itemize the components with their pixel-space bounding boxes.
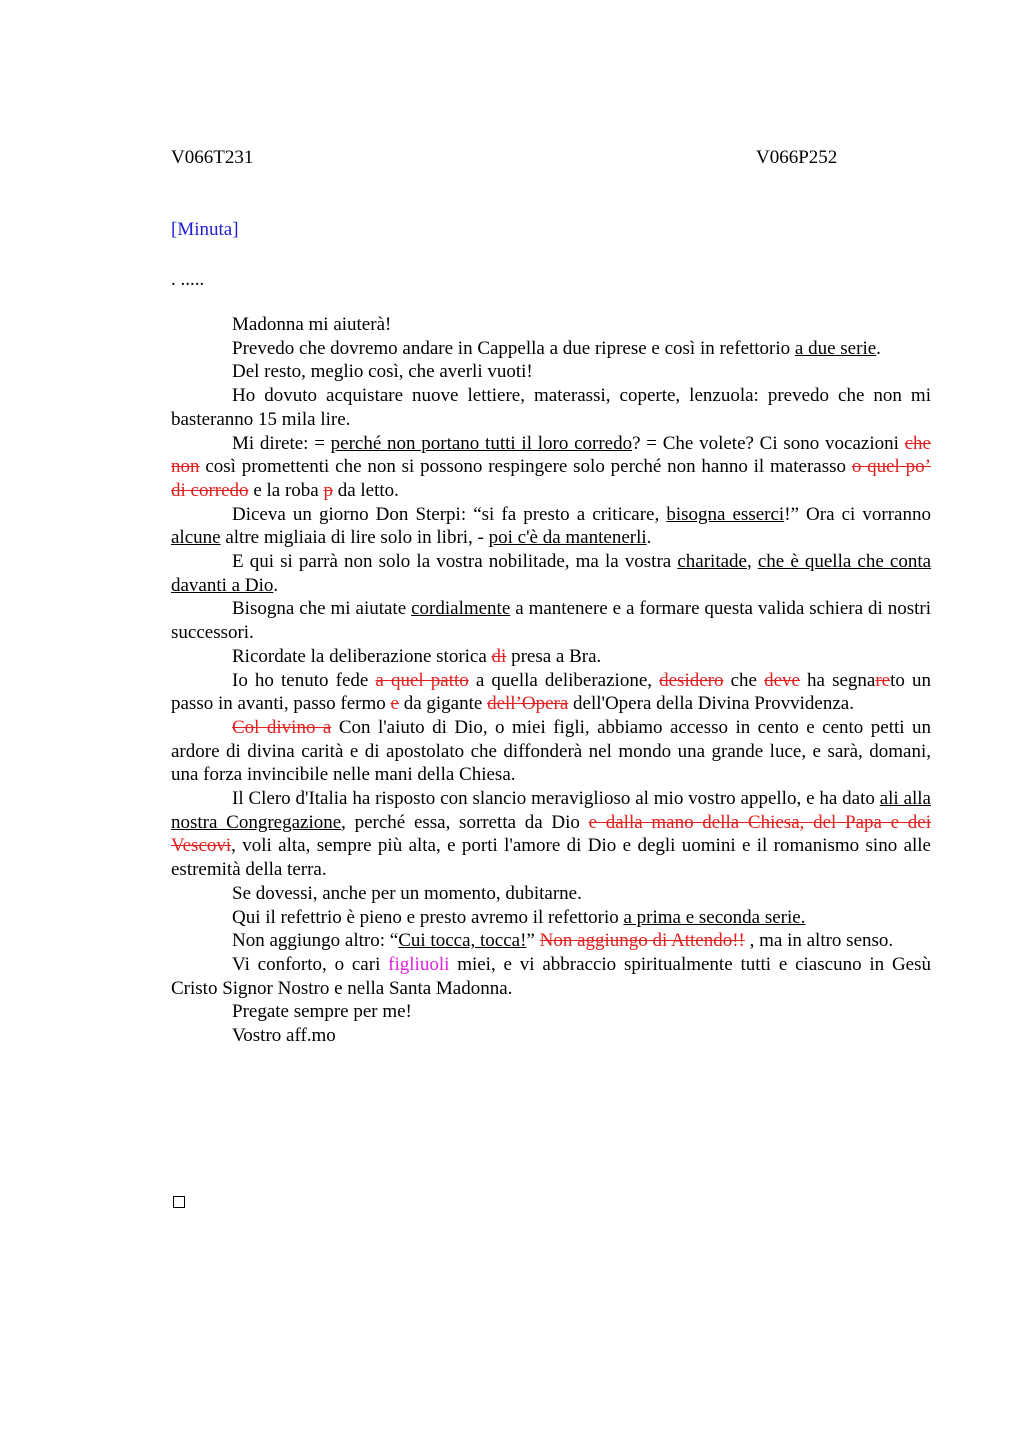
paragraph-13: Se dovessi, anche per un momento, dubitarne. xyxy=(232,882,582,904)
underlined-text: a prima e seconda serie. xyxy=(623,906,806,928)
document-code-right: V066P252 xyxy=(756,147,838,168)
underlined-text: a due serie xyxy=(794,337,877,359)
deleted-text: e xyxy=(390,693,399,715)
underlined-text: charitade xyxy=(677,551,747,573)
underlined-text: Cui tocca, tocca! xyxy=(398,930,527,952)
deleted-text: desidero xyxy=(659,669,724,691)
deleted-text: a quel patto xyxy=(375,669,469,691)
deleted-text: di xyxy=(491,645,507,667)
paragraph-8: Bisogna che mi aiutate cordialmente a mantenere e a formare questa valida schiera di nostri successori. xyxy=(171,598,931,644)
underlined-text: cordialmente xyxy=(411,598,511,620)
highlighted-text: figliuoli xyxy=(388,953,450,975)
underlined-text: poi c'è da mantenerli xyxy=(488,527,647,549)
paragraph-9: Ricordate la deliberazione storica di presa a Bra. xyxy=(232,645,602,667)
deleted-text: e dalla mano della Chiesa, del Papa e dei Vescovi xyxy=(171,811,931,857)
underlined-text: che è quella che conta davanti a Dio xyxy=(171,551,932,596)
letter-body xyxy=(171,313,931,1048)
minuta-label: [Minuta] xyxy=(171,219,239,240)
underlined-text: perché non portano tutti il loro corredo xyxy=(330,432,633,454)
deleted-text: re xyxy=(875,669,891,691)
deleted-text: che non xyxy=(171,432,931,478)
paragraph-11: Col divino a Con l'aiuto di Dio, o miei figli, abbiamo accesso in cento e cento petti un ardore di divina carità e di apostolato che diffonderà nel mondo una grande luce, e sarà, domani, una forza invincibile nelle mani della Chiesa. xyxy=(171,716,931,786)
paragraph-15: Non aggiungo altro: “Cui tocca, tocca!” Non aggiungo di Attendo!! , ma in altro senso. xyxy=(232,930,894,952)
omission-marker: . ..... xyxy=(171,269,205,290)
deleted-text: Col divino a xyxy=(232,716,332,738)
deleted-text: Non aggiungo di Attendo!! xyxy=(539,930,745,952)
paragraph-7: E qui si parrà non solo la vostra nobilitade, ma la vostra charitade, che è quella che conta davanti a Dio. xyxy=(171,551,932,596)
paragraph-2: Prevedo che dovremo andare in Cappella a due riprese e così in refettorio a due serie. xyxy=(232,337,881,359)
paragraph-5: Mi direte: = perché non portano tutti il loro corredo? = Che volete? Ci sono vocazioni che non così promettenti che non si possono respingere solo perché non hanno il materasso o quel po’ di corredo e la roba p da letto. xyxy=(171,432,931,501)
paragraph-3: Del resto, meglio così, che averli vuoti! xyxy=(232,361,533,383)
paragraph-10: Io ho tenuto fede a quel patto a quella deliberazione, desidero che deve ha segnareto un passo in avanti, passo fermo e da gigante dell’Opera dell'Opera della Divina Provvidenza. xyxy=(171,669,932,715)
paragraph-4: Ho dovuto acquistare nuove lettiere, materassi, coperte, lenzuola: prevedo che non mi basteranno 15 mila lire. xyxy=(171,385,931,430)
underlined-text: alcune xyxy=(171,527,221,549)
deleted-text: deve xyxy=(764,669,800,691)
paragraph-1: Madonna mi aiuterà! xyxy=(232,314,392,335)
paragraph-6: Diceva un giorno Don Sterpi: “si fa presto a criticare, bisogna esserci!” Ora ci vorranno alcune altre migliaia di lire solo in libri, - poi c'è da mantenerli. xyxy=(171,503,931,549)
paragraph-17: Pregate sempre per me! xyxy=(232,1001,412,1023)
deleted-text: dell’Opera xyxy=(487,693,569,715)
closing-signature: Vostro aff.mo xyxy=(232,1025,336,1047)
paragraph-14: Qui il refettrio è pieno e presto avremo il refettorio a prima e seconda serie. xyxy=(232,906,806,928)
paragraph-12: Il Clero d'Italia ha risposto con slancio meraviglioso al mio vostro appello, e ha dato ali alla nostra Congregazione, perché essa, sorretta da Dio e dalla mano della Chiesa, del Papa e dei Vescovi, voli alta, sempre più alta, e porti l'amore di Dio e degli uomini e il romanismo sino alle estremità della terra. xyxy=(171,788,931,881)
underlined-text: ali alla nostra Congregazione xyxy=(171,788,931,833)
underlined-text: bisogna esserci xyxy=(666,503,785,525)
checkbox-icon xyxy=(173,1196,185,1208)
document-code-left: V066T231 xyxy=(171,147,254,168)
paragraph-16: Vi conforto, o cari figliuoli miei, e vi abbraccio spiritualmente tutti e ciascuno in Gesù Cristo Signor Nostro e nella Santa Madonna. xyxy=(171,953,931,999)
deleted-text: o quel po’ di corredo xyxy=(171,456,931,501)
deleted-text: p xyxy=(323,479,333,501)
